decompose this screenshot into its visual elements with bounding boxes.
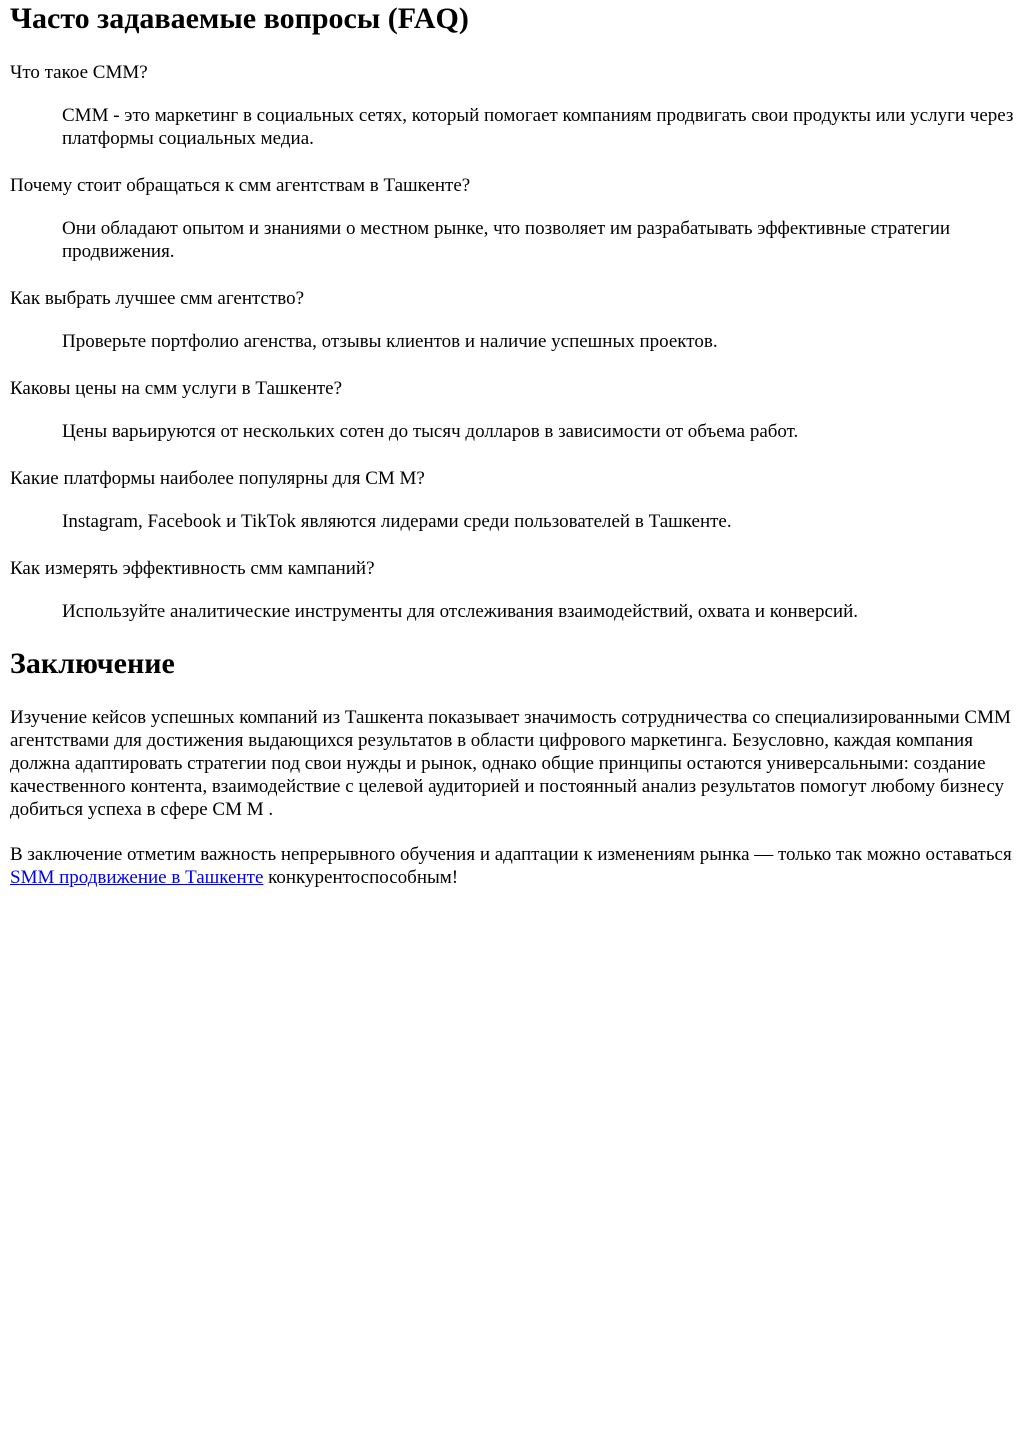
faq-question: Какие платформы наиболее популярны для СМ М? xyxy=(10,468,425,489)
smm-tashkent-link[interactable]: SMM продвижение в Ташкенте xyxy=(10,867,264,888)
conclusion-text-before-link: В заключение отметим важность непрерывного обучения и адаптации к изменениям рынка — только так можно оставаться xyxy=(10,844,1012,865)
faq-question: Как измерять эффективность смм кампаний? xyxy=(10,558,375,579)
page-content xyxy=(10,0,1014,889)
faq-answer: Instagram, Facebook и TikTok являются лидерами среди пользователей в Ташкенте. xyxy=(62,511,732,532)
faq-answer: Используйте аналитические инструменты для отслеживания взаимодействий, охвата и конверсий. xyxy=(62,601,859,622)
faq-answer: Проверьте портфолио агенства, отзывы клиентов и наличие успешных проектов. xyxy=(62,331,718,352)
faq-question: Как выбрать лучшее смм агентство? xyxy=(10,288,305,309)
faq-answer: Цены варьируются от нескольких сотен до тысяч долларов в зависимости от объема работ. xyxy=(62,421,799,442)
faq-question: Почему стоит обращаться к смм агентствам в Ташкенте? xyxy=(10,175,471,196)
conclusion-paragraph: Изучение кейсов успешных компаний из Ташкента показывает значимость сотрудничества со специализированными СММ агентствами для достижения выдающихся результатов в области цифрового маркетинга. Безусловно, каждая компания должна адаптировать стратегии под свои нужды и рынок, однако общие принципы остаются универсальными: создание качественного контента, взаимодействие с целевой аудиторией и постоянный анализ результатов помогут любому бизнесу добиться успеха в сфере СМ М . xyxy=(10,707,1011,820)
conclusion-paragraph-link xyxy=(10,843,1014,889)
faq-heading: Часто задаваемые вопросы (FAQ) xyxy=(10,2,469,35)
faq-list xyxy=(10,61,1014,623)
faq-answer: Они обладают опытом и знаниями о местном рынке, что позволяет им разрабатывать эффективные стратегии продвижения. xyxy=(62,218,951,262)
conclusion-heading: Заключение xyxy=(10,647,175,680)
conclusion-text-after-link: конкурентоспособным! xyxy=(263,867,459,888)
faq-question: Каковы цены на смм услуги в Ташкенте? xyxy=(10,378,343,399)
faq-question: Что такое СММ? xyxy=(10,62,148,83)
faq-answer: СММ - это маркетинг в социальных сетях, который помогает компаниям продвигать свои продукты или услуги через платформы социальных медиа. xyxy=(62,105,1014,149)
